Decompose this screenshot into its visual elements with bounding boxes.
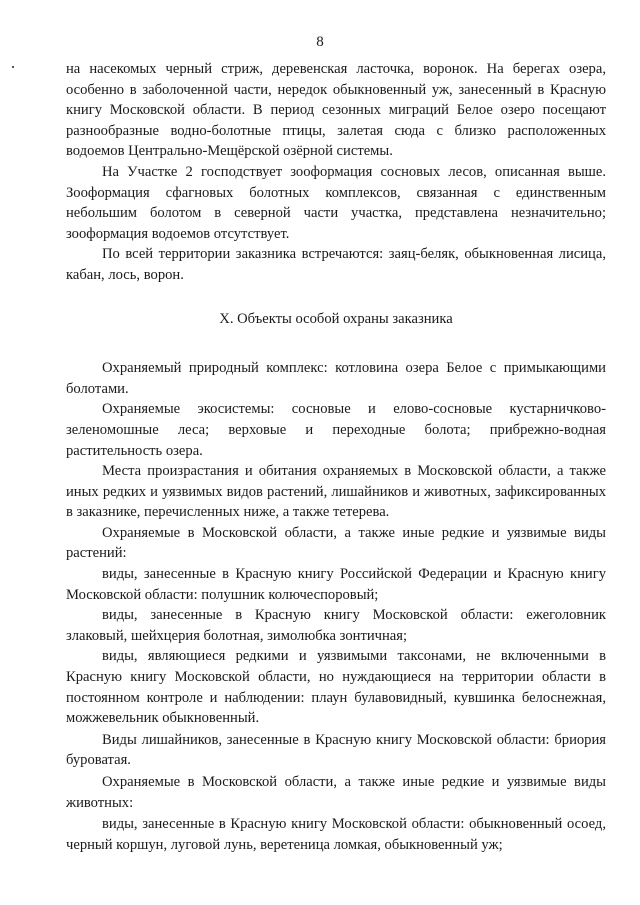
paragraph-continued: на насекомых черный стриж, деревенская ласточка, воронок. На берегах озера, особенно в заболоченной части, нередок обыкновенный уж, занесенный в Красную книгу Московской области. В период сезонных миграций Белое озеро посещают разнообразные водно-болотные птицы, залетая сюда с близко расположенных водоемов Центрально-Мещёрской озёрной системы. (66, 61, 606, 160)
paragraph-lichens: Виды лишайников, занесенные в Красную книгу Московской области: бриория буроватая. (66, 731, 606, 769)
scan-speck (12, 66, 14, 68)
paragraph-territory-species: По всей территории заказника встречаются: заяц-беляк, обыкновенная лисица, кабан, лось, ворон. (66, 246, 606, 283)
paragraph-plants-red-book-rf: виды, занесенные в Красную книгу Российской Федерации и Красную книгу Московской области: полушник колючеспоровый; (66, 566, 606, 603)
section-heading: X. Объекты особой охраны заказника (219, 310, 453, 327)
paragraph-plants-rare: виды, являющиеся редкими и уязвимыми таксонами, не включенными в Красную книгу Московской области, но нуждающиеся на территории области в постоянном контроле и наблюдении: плаун булавовидный, кувшинка белоснежная, можжевельник обыкновенный. (66, 648, 606, 727)
paragraph-animals-red-book-mo: виды, занесенные в Красную книгу Московской области: обыкновенный осоед, черный коршун, луговой лунь, веретеница ломкая, обыкновенный уж; (66, 816, 606, 853)
paragraph-protected-ecosystems: Охраняемые экосистемы: сосновые и елово-сосновые кустарничково-зеленомошные леса; верховые и переходные болота; прибрежно-водная растительность озера. (66, 401, 606, 459)
paragraph-area-2: На Участке 2 господствует зооформация сосновых лесов, описанная выше. Зооформация сфагновых болотных комплексов, связанная с единственным небольшим болотом в северной части участка, представлена незначительно; зооформация водоемов отсутствует. (66, 163, 606, 242)
page-number: 8 (316, 34, 324, 50)
paragraph-plants-intro: Охраняемые в Московской области, а также иные редкие и уязвимые виды растений: (66, 524, 606, 562)
paragraph-plants-red-book-mo: виды, занесенные в Красную книгу Московской области: ежеголовник злаковый, шейхцерия болотная, зимолюбка зонтичная; (66, 607, 606, 644)
paragraph-animals-intro: Охраняемые в Московской области, а также иные редкие и уязвимые виды животных: (66, 774, 606, 811)
document-body (66, 59, 606, 855)
paragraph-protected-complex: Охраняемый природный комплекс: котловина озера Белое с примыкающими болотами. (66, 360, 606, 397)
paragraph-habitats: Места произрастания и обитания охраняемых в Московской области, а также иных редких и уязвимых видов растений, лишайников и животных, зафиксированных в заказнике, перечисленных ниже, а также тетерева. (66, 463, 606, 521)
